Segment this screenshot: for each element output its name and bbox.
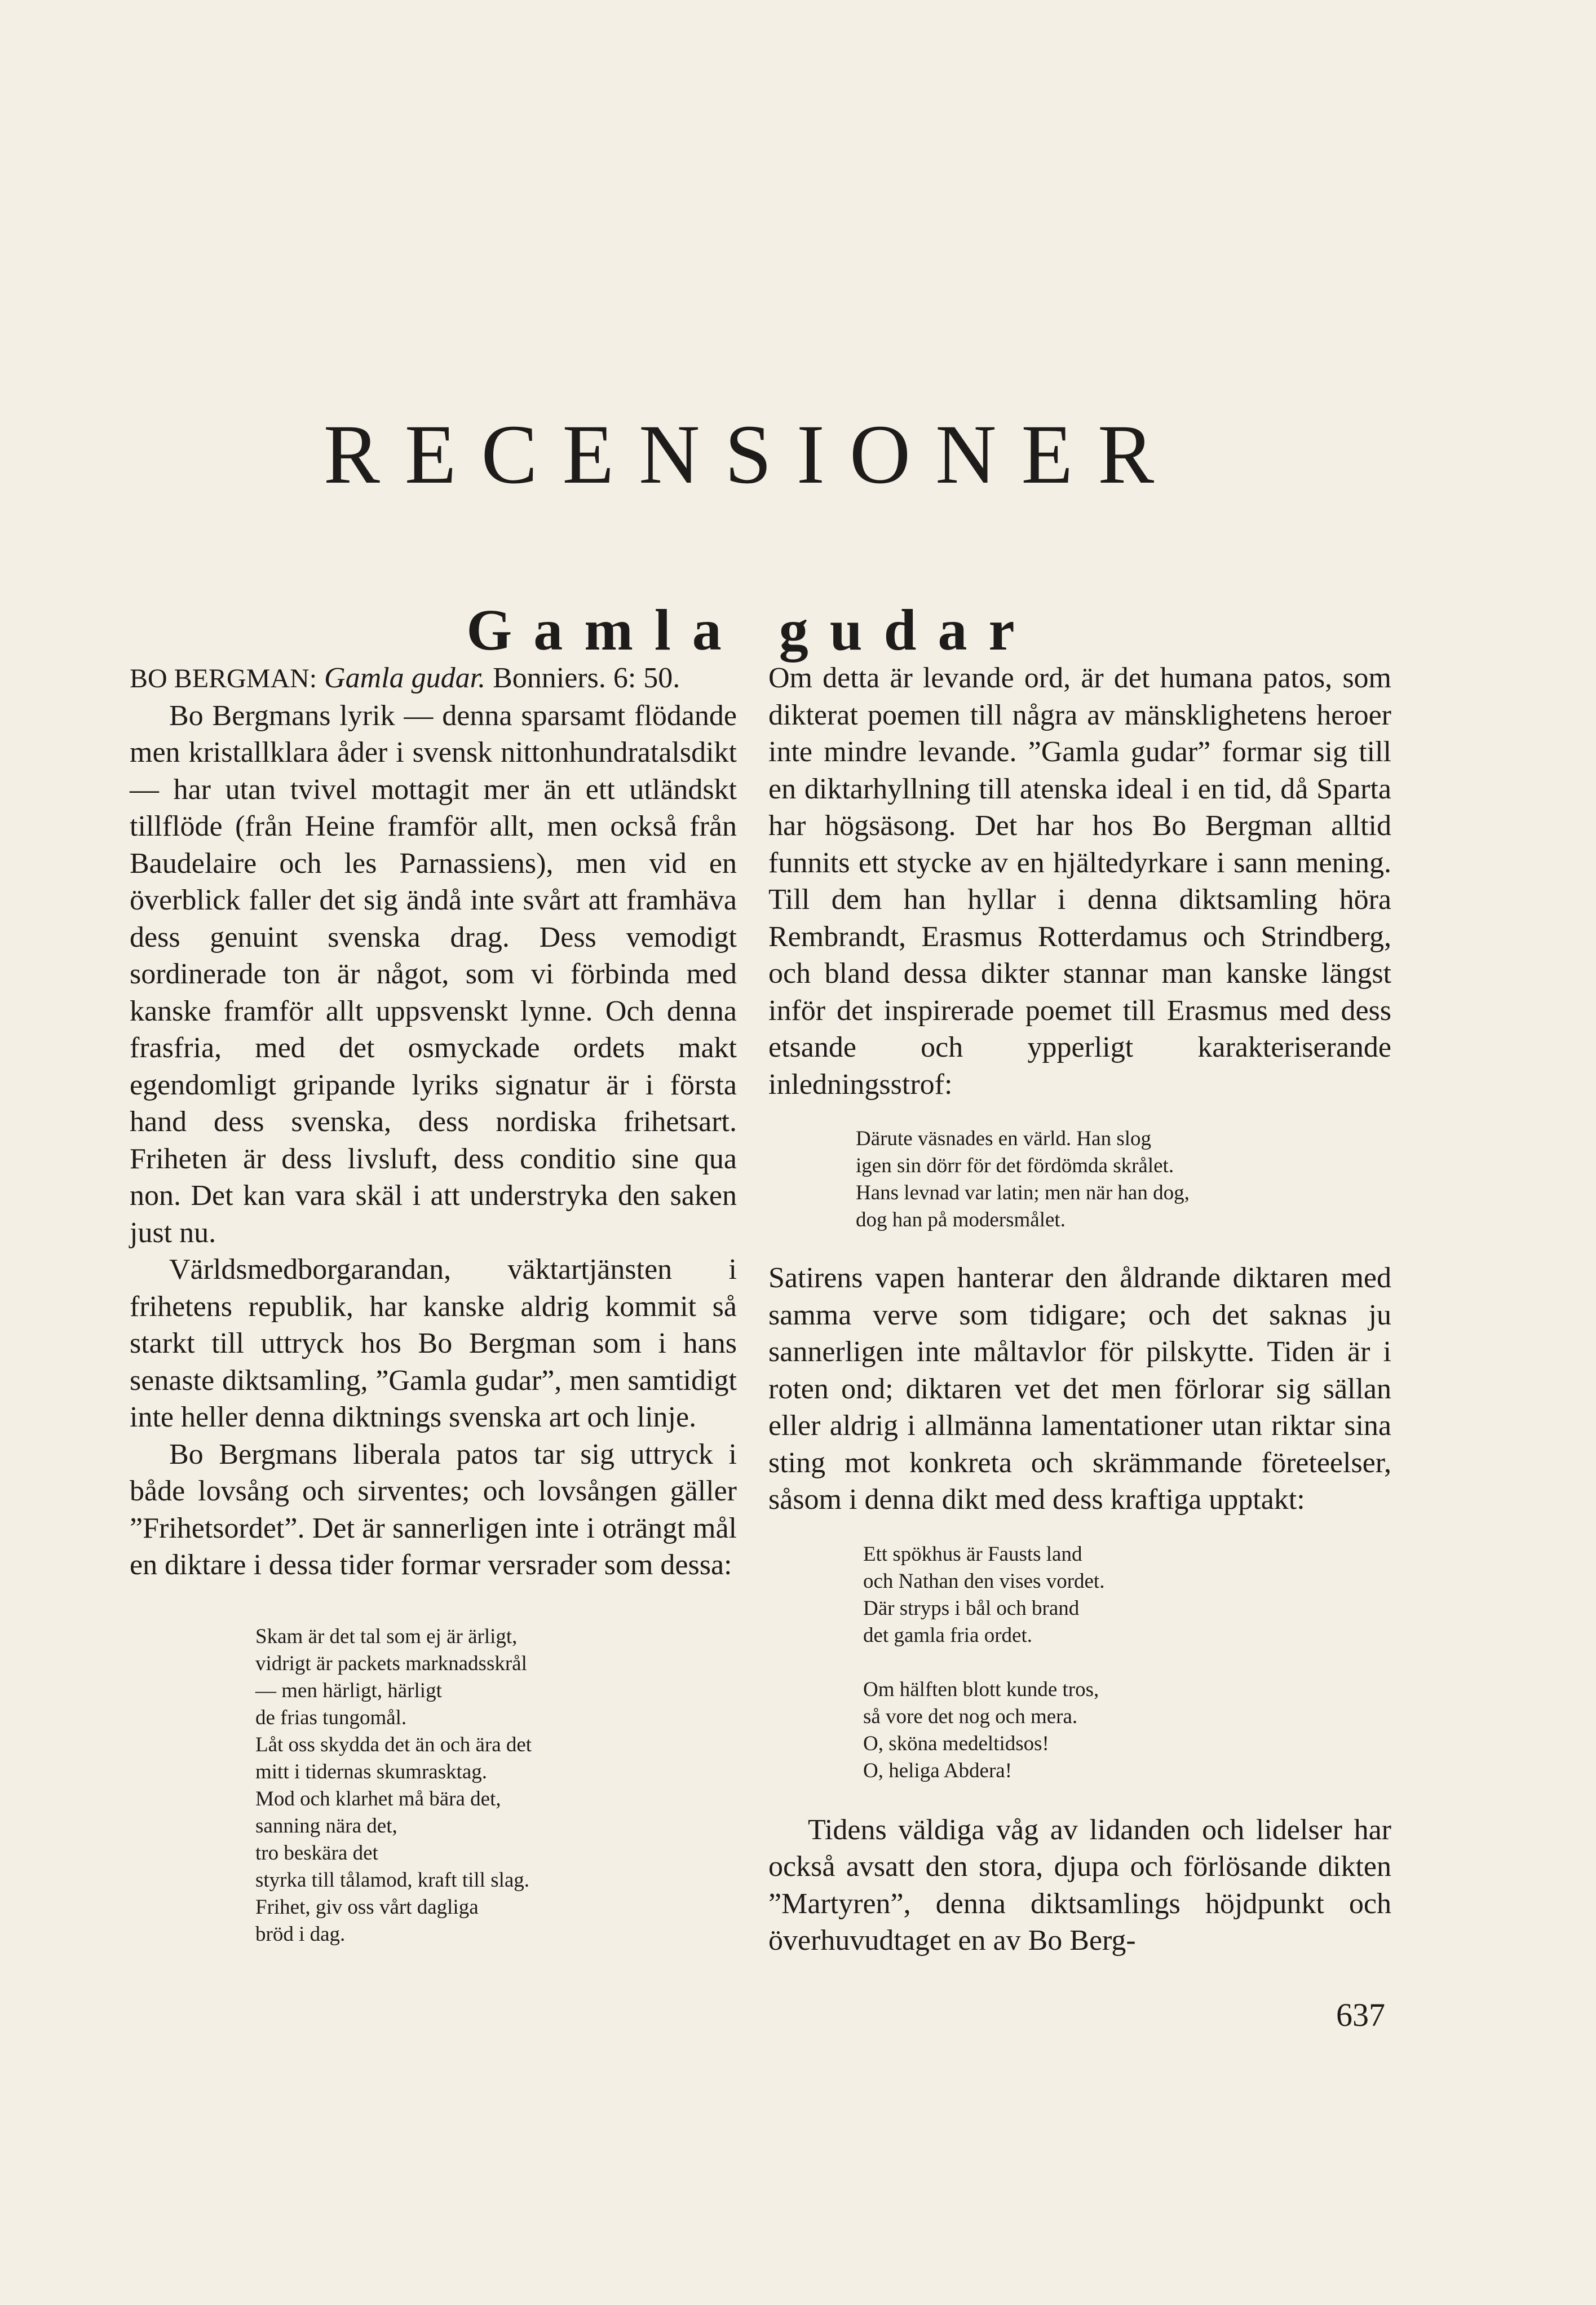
stanza-break <box>863 1649 1391 1676</box>
poem-line: Skam är det tal som ej är ärligt, <box>255 1624 518 1648</box>
paragraph: Tidens väldiga våg av lidanden och lidelser har också avsatt den stora, djupa och förlösande dikten ”Martyren”, denna diktsamlings höjdpunkt och överhuvudtaget en av Bo Berg- <box>768 1813 1391 1957</box>
poem-line: vidrigt är packets marknadsskrål <box>255 1652 527 1675</box>
paragraph: Om detta är levande ord, är det humana patos, som dikterat poemen till några av mänsklighetens heroer inte mindre levande. ”Gamla gudar” formar sig till en diktarhyllning till atenska ideal i en tid, då Sparta har högsäsong. Det har hos Bo Bergman alltid funnits ett stycke av en hjältedyrkare i sann mening. Till dem han hyllar i denna diktsamling höra Rembrandt, Erasmus Rotterdamus och Strindberg, och bland dessa dikter stannar man kanske längst inför det inspirerade poemet till Erasmus med dess etsande och ypperligt karakteriserande inledningsstrof: <box>768 662 1391 1101</box>
right-column <box>768 660 1391 1959</box>
paragraph: Bo Bergmans lyrik — denna sparsamt flödande men kristallklara åder i svensk nittonhundratalsdikt — har utan tvivel mottagit mer än ett utländskt tillflöde (från Heine framför allt, men också från Baudelaire och les Parnassiens), men vid en överblick faller det sig ändå inte svårt att framhäva dess genuint svenska drag. Dess vemodigt sordinerade ton är något, som vi förbinda med kanske framför allt uppsvenskt lynne. Och denna frasfria, med det osmyckade ordets makt egendomligt gripande lyriks signatur är i första hand dess svenska, dess nordiska frihetsart. Friheten är dess livsluft, dess conditio sine qua non. Det kan vara skäl i att understryka den saken just nu. <box>130 699 737 1249</box>
poem-line: Därute väsnades en värld. Han slog <box>856 1127 1151 1150</box>
poem-line: mitt i tidernas skumrasktag. <box>255 1760 488 1783</box>
poem-line: och Nathan den vises vordet. <box>863 1569 1105 1593</box>
poem-line: det gamla fria ordet. <box>863 1623 1032 1647</box>
poem-line: Låt oss skydda det än och ära det <box>255 1733 532 1756</box>
paragraph: Satirens vapen hanterar den åldrande diktaren med samma verve som tidigare; och det saknas ju sannerligen inte måltavlor för pilskytte. Tiden är i roten ond; diktaren vet det men förlorar sig sällan eller aldrig i allmänna lamentationer utan riktar sina sting mot konkreta och skrämmande företeelser, såsom i denna dikt med dess kraftiga upptakt: <box>768 1262 1391 1516</box>
poem-line: Hans levnad var latin; men när han dog, <box>856 1181 1190 1204</box>
left-column <box>130 660 737 1948</box>
page-number: 637 <box>1336 1997 1385 2033</box>
article-title: Gamla gudar <box>466 598 1036 663</box>
poem-line: så vore det nog och mera. <box>863 1705 1078 1728</box>
poem-line: igen sin dörr för det fördömda skrålet. <box>856 1154 1174 1177</box>
poem-line: sanning nära det, <box>255 1814 397 1838</box>
poem-faust <box>863 1541 1391 1785</box>
poem-line: dog han på modersmålet. <box>856 1208 1066 1231</box>
poem-line: O, sköna medeltidsos! <box>863 1732 1049 1755</box>
byline-details: Bonniers. 6: 50. <box>493 662 680 694</box>
byline-book-title: Gamla gudar. <box>324 662 486 694</box>
poem-line: styrka till tålamod, kraft till slag. <box>255 1868 530 1892</box>
poem-line: tro beskära det <box>255 1841 378 1865</box>
poem-erasmus <box>856 1125 1391 1234</box>
poem-line: Där stryps i bål och brand <box>863 1596 1080 1620</box>
poem-line: bröd i dag. <box>255 1922 346 1946</box>
poem-line: O, heliga Abdera! <box>863 1759 1013 1782</box>
byline <box>130 660 737 697</box>
paragraph: Bo Bergmans liberala patos tar sig uttryck i både lovsång och sirventes; och lovsången gäller ”Frihetsordet”. Det är sannerligen inte i oträngt mål en diktare i dessa tider formar versrader som dessa: <box>130 1438 737 1581</box>
poem-line: Om hälften blott kunde tros, <box>863 1677 1099 1701</box>
poem-line: Frihet, giv oss vårt dagliga <box>255 1895 479 1919</box>
poem-frihetsordet <box>255 1623 737 1948</box>
poem-line: Mod och klarhet må bära det, <box>255 1787 501 1811</box>
section-title: RECENSIONER <box>323 407 1179 501</box>
poem-line: de frias tungomål. <box>255 1706 407 1729</box>
poem-line: — men härligt, härligt <box>255 1679 442 1702</box>
poem-line: Ett spökhus är Fausts land <box>863 1542 1082 1566</box>
paragraph: Världsmedborgarandan, väktartjänsten i frihetens republik, har kanske aldrig kommit så starkt till uttryck hos Bo Bergman som i hans senaste diktsamling, ”Gamla gudar”, men samtidigt inte heller denna diktnings svenska art och linje. <box>130 1253 737 1433</box>
byline-author: BO BERGMAN: <box>130 664 317 694</box>
